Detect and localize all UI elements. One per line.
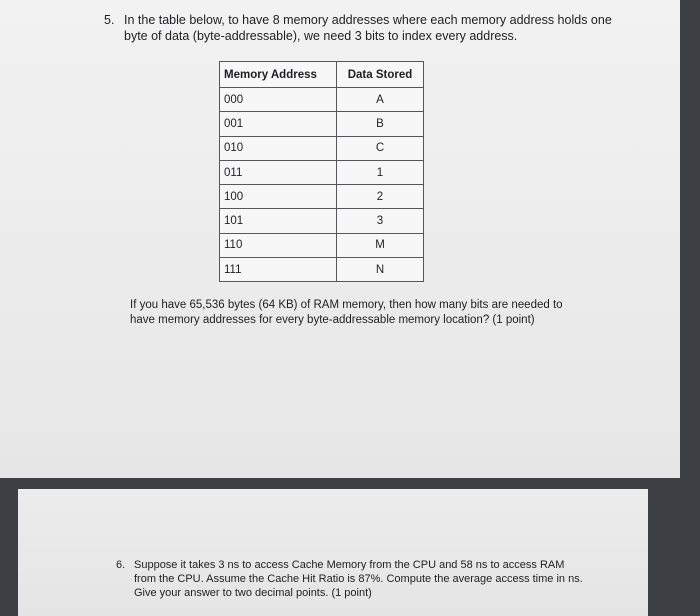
data-cell: A xyxy=(337,88,424,112)
address-cell: 011 xyxy=(220,160,337,184)
memory-table xyxy=(219,61,424,282)
address-cell: 100 xyxy=(220,185,337,209)
table-row xyxy=(220,112,424,136)
data-cell: N xyxy=(337,258,424,282)
address-cell: 111 xyxy=(220,258,337,282)
data-cell: 3 xyxy=(337,209,424,233)
question-6-text: Suppose it takes 3 ns to access Cache Memory from the CPU and 58 ns to access RAM from the CPU. Assume the Cache Hit Ratio is 87%. Compute the average access time in ns. Give your answer to two decimal points. (1 point) xyxy=(134,559,583,599)
address-cell: 000 xyxy=(220,88,337,112)
question-6-number: 6. xyxy=(116,559,126,571)
data-cell: M xyxy=(337,233,424,257)
table-header-row xyxy=(220,62,424,88)
table-row xyxy=(220,88,424,112)
address-cell: 101 xyxy=(220,209,337,233)
data-cell: C xyxy=(337,136,424,160)
address-cell: 001 xyxy=(220,112,337,136)
question-5-intro: In the table below, to have 8 memory addresses where each memory address holds one byte of data (byte-addressable), we need 3 bits to index every address. xyxy=(124,13,612,43)
table-row xyxy=(220,258,424,282)
header-data-stored: Data Stored xyxy=(337,62,424,88)
data-cell: B xyxy=(337,112,424,136)
address-cell: 010 xyxy=(220,136,337,160)
table-row xyxy=(220,136,424,160)
table-row xyxy=(220,185,424,209)
table-row xyxy=(220,160,424,184)
header-memory-address: Memory Address xyxy=(220,62,337,88)
table-row xyxy=(220,209,424,233)
address-cell: 110 xyxy=(220,233,337,257)
table-row xyxy=(220,233,424,257)
data-cell: 1 xyxy=(337,160,424,184)
data-cell: 2 xyxy=(337,185,424,209)
question-5-prompt: If you have 65,536 bytes (64 KB) of RAM memory, then how many bits are needed to have memory addresses for every byte-addressable memory location? (1 point) xyxy=(130,299,563,326)
question-5-number: 5. xyxy=(104,13,115,27)
